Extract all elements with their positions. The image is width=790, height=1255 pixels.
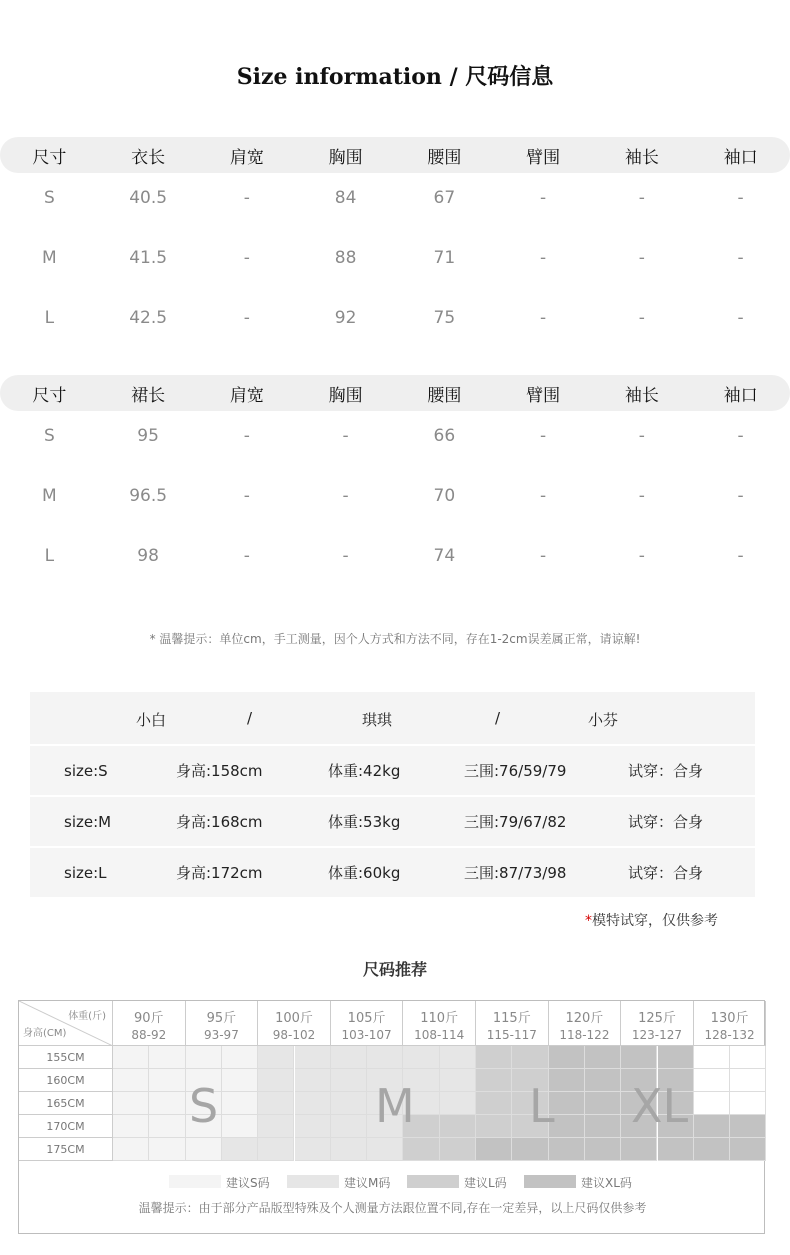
model-name: 小白 — [136, 711, 167, 729]
header-cell: 肩宽 — [229, 147, 264, 168]
model-name: 琪琪 — [362, 711, 393, 729]
header-cell: 臂围 — [526, 147, 561, 168]
weight-value: 115斤 — [492, 1011, 531, 1026]
table-cell: - — [243, 248, 250, 268]
grid-cell — [476, 1069, 512, 1092]
height-row-header: 160CM — [19, 1069, 113, 1092]
table-cell: 42.5 — [129, 308, 168, 328]
table-cell: 95 — [137, 426, 159, 446]
header-cell: 袖口 — [723, 147, 758, 168]
grid-cell — [149, 1046, 185, 1069]
table-row — [0, 288, 790, 348]
grid-cell — [403, 1138, 439, 1161]
size-label-xl: XL — [631, 1079, 689, 1133]
grid-cell — [295, 1046, 331, 1069]
model-size: size:S — [64, 761, 108, 780]
grid-cell — [113, 1069, 149, 1092]
height-row-header: 175CM — [19, 1138, 113, 1161]
height-row-header: 155CM — [19, 1046, 113, 1069]
weight-range: 128-132 — [704, 1028, 755, 1042]
table-cell: - — [737, 486, 744, 506]
grid-cell — [585, 1046, 621, 1069]
table-cell: - — [638, 248, 645, 268]
legend-swatch-s — [169, 1175, 221, 1188]
weight-column-header — [621, 1001, 694, 1046]
table-cell: M — [42, 248, 57, 268]
weight-value: 130斤 — [710, 1011, 749, 1026]
grid-cell — [476, 1092, 512, 1115]
grid-cell — [512, 1046, 548, 1069]
grid-cell — [549, 1046, 585, 1069]
grid-cell — [258, 1115, 294, 1138]
legend-swatch-xl — [524, 1175, 576, 1188]
table-cell: - — [737, 188, 744, 208]
grid-cell — [585, 1115, 621, 1138]
table-cell: - — [638, 486, 645, 506]
table-cell: - — [243, 308, 250, 328]
model-table — [30, 692, 755, 897]
grid-cell — [440, 1069, 476, 1092]
grid-cell — [730, 1138, 766, 1161]
weight-range: 123-127 — [631, 1028, 683, 1042]
size-label-m: M — [375, 1079, 415, 1133]
grid-cell — [222, 1115, 258, 1138]
asterisk: * — [585, 913, 592, 929]
grid-cell — [476, 1115, 512, 1138]
table-cell: 40.5 — [129, 188, 168, 208]
corner-header — [19, 1001, 113, 1046]
model-row — [30, 744, 755, 795]
legend-label: 建议M码 — [344, 1176, 391, 1190]
grid-cell — [295, 1069, 331, 1092]
grid-cell — [186, 1138, 222, 1161]
table-row — [0, 466, 790, 526]
grid-cell — [222, 1138, 258, 1161]
table-cell: 84 — [334, 188, 357, 208]
table-cell: - — [540, 188, 547, 208]
model-row — [30, 795, 755, 846]
model-weight: 体重:42kg — [328, 762, 401, 780]
grid-cell — [149, 1069, 185, 1092]
weight-column-header — [331, 1001, 404, 1046]
header-cell: 袖长 — [624, 385, 659, 406]
weight-range: 108-114 — [414, 1028, 465, 1042]
weight-value: 105斤 — [347, 1011, 386, 1026]
weight-value: 120斤 — [565, 1011, 604, 1026]
model-height: 身高:172cm — [176, 864, 263, 882]
grid-cell — [694, 1069, 730, 1092]
page-title: Size information / 尺码信息 — [236, 64, 554, 90]
separator: / — [247, 709, 253, 727]
grid-cell — [621, 1046, 657, 1069]
table-cell: - — [540, 546, 547, 566]
table-cell: 66 — [433, 426, 456, 446]
header-cell: 裙长 — [131, 385, 166, 406]
table-cell: L — [44, 308, 55, 328]
model-name: 小芬 — [588, 711, 619, 729]
legend-label: 建议S码 — [226, 1176, 270, 1190]
grid-cell — [295, 1138, 331, 1161]
table-row — [0, 228, 790, 288]
weight-column-header — [549, 1001, 622, 1046]
table-row — [0, 406, 790, 466]
model-fit: 试穿：合身 — [628, 813, 704, 831]
grid-cell — [113, 1138, 149, 1161]
grid-cell — [585, 1138, 621, 1161]
legend-label: 建议L码 — [464, 1176, 507, 1190]
table-cell: - — [737, 426, 744, 446]
grid-cell — [549, 1138, 585, 1161]
table-cell: S — [43, 188, 55, 208]
table-cell: 75 — [433, 308, 456, 328]
grid-cell — [694, 1138, 730, 1161]
table-cell: - — [243, 486, 250, 506]
weight-range: 93-97 — [203, 1028, 239, 1042]
table-cell: 98 — [137, 546, 159, 566]
measurement-note: * 温馨提示：单位cm，手工测量，因个人方式和方法不同，存在1-2cm误差属正常，请谅解! — [149, 632, 641, 646]
grid-cell — [730, 1069, 766, 1092]
grid-cell — [440, 1138, 476, 1161]
grid-cell — [113, 1092, 149, 1115]
table-cell: - — [342, 426, 349, 446]
header-cell: 尺寸 — [32, 385, 67, 406]
model-fit: 试穿：合身 — [628, 864, 704, 882]
table-row — [0, 526, 790, 586]
grid-cell — [476, 1046, 512, 1069]
table-row — [0, 168, 790, 228]
model-size: size:L — [64, 863, 107, 882]
grid-cell — [730, 1046, 766, 1069]
table-cell: - — [638, 188, 645, 208]
grid-cell — [258, 1138, 294, 1161]
grid-cell — [658, 1138, 694, 1161]
weight-axis-label: 体重(斤) — [68, 1011, 106, 1022]
size-label-l: L — [529, 1079, 555, 1133]
table-cell: 96.5 — [129, 486, 168, 506]
table-cell: 67 — [433, 188, 456, 208]
weight-column-header — [113, 1001, 186, 1046]
weight-value: 110斤 — [420, 1011, 459, 1026]
header-cell: 肩宽 — [229, 385, 264, 406]
recommend-title: 尺码推荐 — [362, 960, 427, 979]
bottom-size-table — [0, 375, 790, 586]
legend-swatch-m — [287, 1175, 339, 1188]
grid-cell — [367, 1046, 403, 1069]
table-cell: 92 — [334, 308, 357, 328]
weight-value: 90斤 — [134, 1011, 164, 1026]
weight-column-header — [258, 1001, 331, 1046]
table-cell: 74 — [433, 546, 456, 566]
grid-cell — [403, 1046, 439, 1069]
table-cell: - — [342, 546, 349, 566]
legend — [19, 1173, 766, 1193]
legend-swatch-l — [407, 1175, 459, 1188]
grid-cell — [331, 1046, 367, 1069]
header-cell: 腰围 — [427, 147, 462, 168]
table-cell: - — [638, 308, 645, 328]
grid-cell — [585, 1069, 621, 1092]
grid-cell — [295, 1115, 331, 1138]
table-cell: 70 — [433, 486, 456, 506]
weight-column-header — [476, 1001, 549, 1046]
header-cell: 胸围 — [328, 385, 363, 406]
weight-column-header — [186, 1001, 259, 1046]
table-cell: - — [540, 486, 547, 506]
model-size: size:M — [64, 812, 112, 831]
height-row-header: 165CM — [19, 1092, 113, 1115]
grid-cell — [222, 1046, 258, 1069]
model-measurements: 三围:76/59/79 — [464, 762, 567, 780]
grid-cell — [658, 1046, 694, 1069]
table-cell: - — [638, 546, 645, 566]
table-cell: - — [540, 426, 547, 446]
grid-cell — [222, 1092, 258, 1115]
table-cell: - — [342, 486, 349, 506]
weight-column-header — [403, 1001, 476, 1046]
grid-cell — [331, 1069, 367, 1092]
weight-value: 95斤 — [206, 1011, 237, 1026]
header-cell: 袖口 — [723, 385, 758, 406]
disclaimer-text: 模特试穿，仅供参考 — [592, 913, 718, 929]
height-row-header: 170CM — [19, 1115, 113, 1138]
header-cell: 袖长 — [624, 147, 659, 168]
model-row — [30, 846, 755, 897]
header-cell: 尺寸 — [32, 147, 67, 168]
grid-cell — [149, 1115, 185, 1138]
grid-cell — [186, 1046, 222, 1069]
grid-cell — [258, 1046, 294, 1069]
size-recommend-chart — [18, 1000, 765, 1234]
weight-range: 103-107 — [341, 1028, 392, 1042]
table-cell: - — [243, 546, 250, 566]
header-cell: 胸围 — [328, 147, 363, 168]
grid-cell — [621, 1138, 657, 1161]
model-weight: 体重:60kg — [328, 864, 401, 882]
header-cell: 臂围 — [526, 385, 561, 406]
grid-cell — [694, 1046, 730, 1069]
model-height: 身高:158cm — [176, 762, 263, 780]
grid-cell — [331, 1138, 367, 1161]
legend-label: 建议XL码 — [581, 1176, 632, 1190]
grid-cell — [512, 1138, 548, 1161]
table-cell: - — [737, 308, 744, 328]
table-cell: - — [540, 308, 547, 328]
weight-range: 118-122 — [559, 1028, 610, 1042]
weight-value: 125斤 — [638, 1011, 676, 1026]
table-cell: 71 — [433, 248, 456, 268]
model-weight: 体重:53kg — [328, 813, 401, 831]
header-cell: 衣长 — [131, 147, 166, 168]
table-cell: - — [638, 426, 645, 446]
grid-cell — [694, 1092, 730, 1115]
grid-cell — [440, 1046, 476, 1069]
model-header — [30, 692, 755, 744]
table-cell: L — [44, 546, 55, 566]
weight-value: 100斤 — [275, 1011, 313, 1026]
weight-range: 98-102 — [272, 1028, 316, 1042]
model-disclaimer — [0, 910, 718, 930]
table-cell: 41.5 — [129, 248, 168, 268]
table-cell: M — [42, 486, 57, 506]
grid-cell — [730, 1115, 766, 1138]
grid-cell — [730, 1092, 766, 1115]
grid-cell — [367, 1138, 403, 1161]
grid-cell — [113, 1115, 149, 1138]
grid-cell — [149, 1138, 185, 1161]
table-cell: - — [243, 426, 250, 446]
grid-cell — [585, 1092, 621, 1115]
grid-cell — [222, 1069, 258, 1092]
table-cell: - — [243, 188, 250, 208]
table-cell: - — [737, 546, 744, 566]
recommend-tip: 温馨提示：由于部分产品版型特殊及个人测量方法跟位置不同,存在一定差异，以上尺码仅供参考 — [138, 1201, 647, 1215]
weight-column-header — [694, 1001, 767, 1046]
weight-range: 88-92 — [131, 1028, 167, 1042]
header-cell: 腰围 — [427, 385, 462, 406]
grid-cell — [149, 1092, 185, 1115]
size-label-s: S — [189, 1079, 219, 1133]
grid-cell — [476, 1138, 512, 1161]
weight-range: 115-117 — [486, 1028, 537, 1042]
model-measurements: 三围:79/67/82 — [464, 813, 567, 831]
grid-cell — [440, 1115, 476, 1138]
table-cell: S — [43, 426, 55, 446]
table-cell: - — [540, 248, 547, 268]
model-fit: 试穿：合身 — [628, 762, 704, 780]
table-cell: - — [737, 248, 744, 268]
grid-cell — [258, 1092, 294, 1115]
model-measurements: 三围:87/73/98 — [464, 864, 567, 882]
height-axis-label: 身高(CM) — [23, 1028, 67, 1039]
grid-cell — [295, 1092, 331, 1115]
grid-cell — [113, 1046, 149, 1069]
grid-cell — [440, 1092, 476, 1115]
top-size-table — [0, 137, 790, 348]
model-height: 身高:168cm — [176, 813, 263, 831]
table-cell: 88 — [334, 248, 357, 268]
grid-cell — [694, 1115, 730, 1138]
grid-cell — [331, 1092, 367, 1115]
grid-cell — [258, 1069, 294, 1092]
separator: / — [495, 709, 501, 727]
grid-cell — [331, 1115, 367, 1138]
